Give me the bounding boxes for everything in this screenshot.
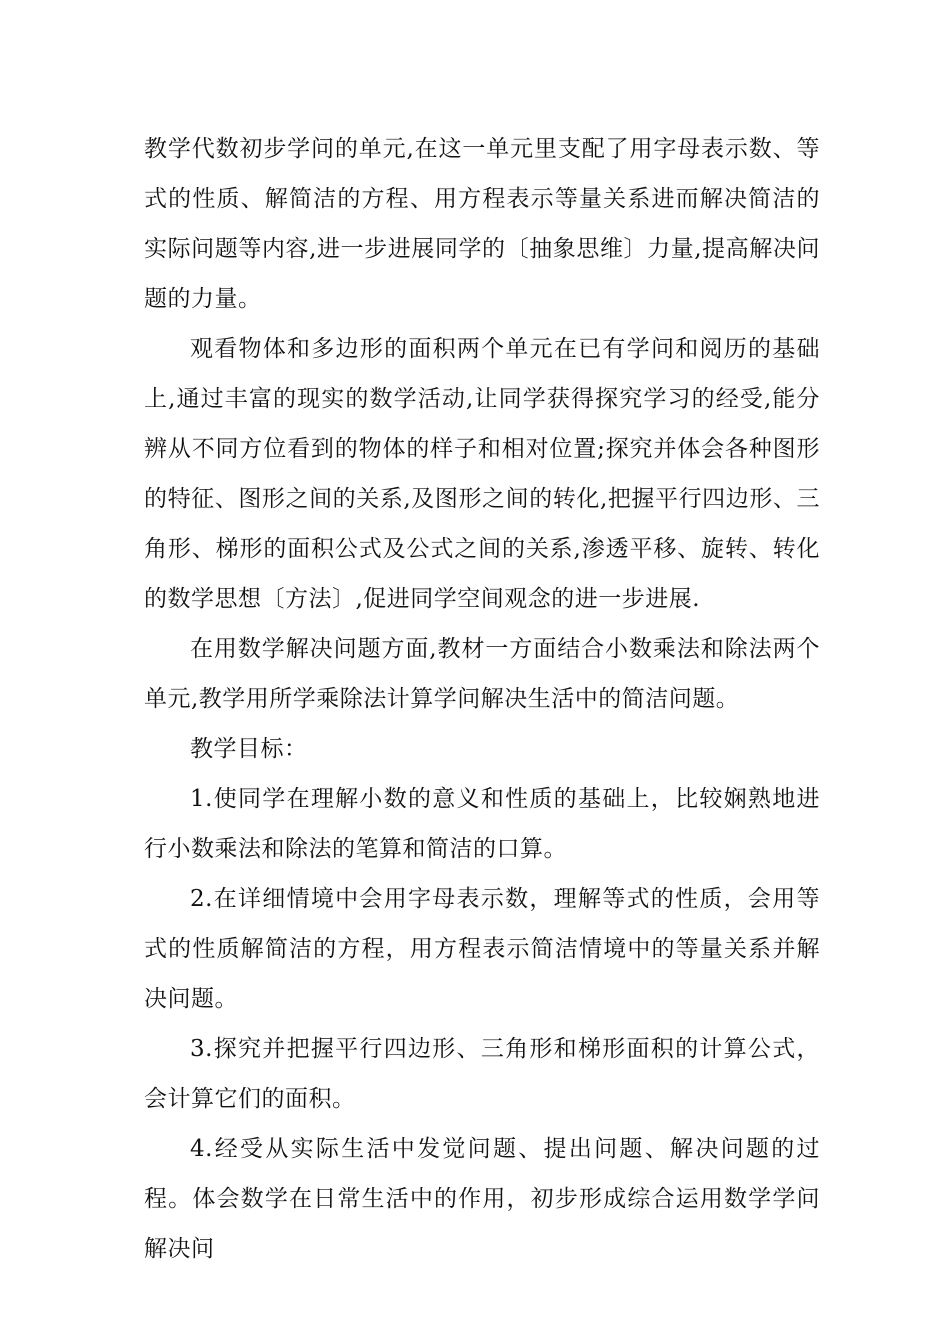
paragraph-problem-solving: 在用数学解决问题方面,教材一方面结合小数乘法和除法两个单元,教学用所学乘除法计算学问解决生活中的简洁问题。 bbox=[144, 636, 820, 712]
paragraph-geometry-units: 观看物体和多边形的面积两个单元在已有学问和阅历的基础上,通过丰富的现实的数学活动,让同学获得探究学习的经受,能分辨从不同方位看到的物体的样子和相对位置;探究并体会各种图形的特征、图形之间的关系,及图形之间的转化,把握平行四边形、三角形、梯形的面积公式及公式之间的关系,渗透平移、旋转、转化的数学思想〔方法〕,促进同学空间观念的进一步进展. bbox=[144, 336, 820, 612]
goal-item-3: 3.探究并把握平行四边形、三角形和梯形面积的计算公式，会计算它们的面积。 bbox=[144, 1036, 820, 1112]
goal-item-1: 1.使同学在理解小数的意义和性质的基础上，比较娴熟地进行小数乘法和除法的笔算和简洁的口算。 bbox=[144, 786, 820, 862]
teaching-goals-heading: 教学目标： bbox=[190, 736, 308, 762]
goal-item-2: 2.在详细情境中会用字母表示数，理解等式的性质，会用等式的性质解简洁的方程，用方程表示简洁情境中的等量关系并解决问题。 bbox=[144, 886, 820, 1012]
goal-item-4: 4.经受从实际生活中发觉问题、提出问题、解决问题的过程。体会数学在日常生活中的作用，初步形成综合运用数学学问解决问 bbox=[144, 1136, 820, 1262]
paragraph-algebra-unit: 教学代数初步学问的单元,在这一单元里支配了用字母表示数、等式的性质、解简洁的方程、用方程表示等量关系进而解决简洁的实际问题等内容,进一步进展同学的〔抽象思维〕力量,提高解决问题的力量。 bbox=[144, 136, 820, 312]
document-body bbox=[144, 124, 820, 1274]
